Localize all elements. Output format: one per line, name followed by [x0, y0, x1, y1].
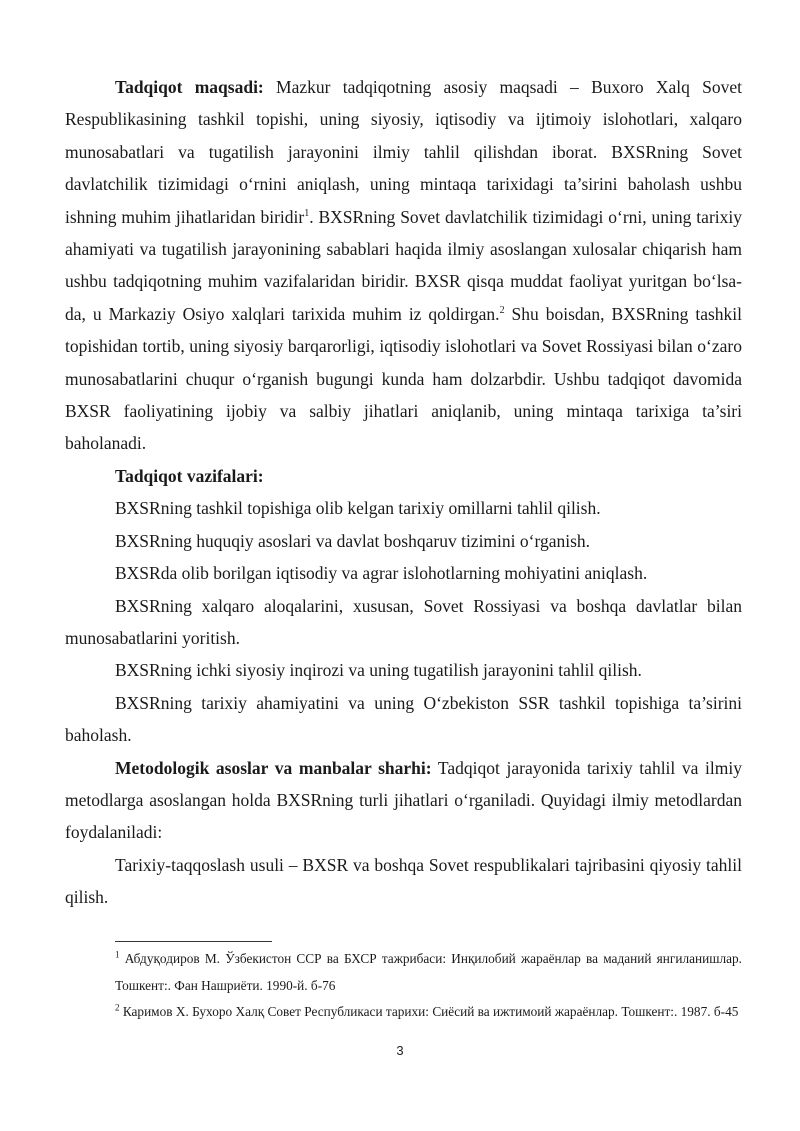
aim-paragraph: [65, 71, 742, 460]
aim-text-2: . BXSRning Sovet davlatchilik tizimidagi o‘rni, uning tarixiy ahamiyati va tugatilish jarayonining sabablari haqida ilmiy asoslangan xulosalar chiqarish ham ushbu tadqiqotning muhim vazifalaridan biridir. BXSR qisqa muddat faoliyat yuritgan bo‘lsa-da, u Markaziy Osiyo xalqlari tarixida muhim iz qoldirgan.: [65, 206, 742, 324]
task-item: BXSRning ichki siyosiy inqirozi va uning tugatilish jarayonini tahlil qilish.: [115, 660, 642, 681]
task-item: BXSRning xalqaro aloqalarini, xususan, Sovet Rossiyasi va boshqa davlatlar bilan munosabatlarini yoritish.: [65, 595, 742, 648]
task-item: BXSRda olib borilgan iqtisodiy va agrar islohotlarning mohiyatini aniqlash.: [115, 563, 648, 584]
page-number: 3: [396, 1043, 404, 1058]
task-item: BXSRning tarixiy ahamiyatini va uning O‘zbekiston SSR tashkil topishiga ta’sirini baholash.: [65, 692, 742, 746]
method-text: Tadqiqot jarayonida tarixiy tahlil va ilmiy metodlarga asoslangan holda BXSRning turli jihatlari o‘rganiladi. Quyidagi ilmiy metodlardan foydalaniladi:: [65, 757, 743, 843]
method-paragraph: [65, 752, 742, 849]
footnote-text-1: Абдуқодиров М. Ўзбекистон ССР ва БХСР тажрибаси: Инқилобий жараёнлар ва маданий янгиланишлар. Тошкент:. Фан Нашриёти. 1990-й. б-76: [115, 951, 742, 993]
aim-heading: Tadqiqot maqsadi:: [115, 77, 264, 97]
footnotes: [115, 946, 742, 1026]
footnote-mark-1: 1: [115, 949, 120, 960]
task-item: BXSRning tashkil topishiga olib kelgan tarixiy omillarni tahlil qilish.: [115, 498, 601, 519]
footnote-divider: [115, 941, 272, 942]
aim-text-3: Shu boisdan, BXSRning tashkil topishidan tortib, uning siyosiy barqarorligi, iqtisodiy islohotlari va Sovet Rossiyasi bilan o‘zaro munosabatlarini chuqur o‘rganish bugungi kunda ham dolzarbdir. Ushbu tadqiqot davomida BXSR faoliyatining ijobiy va salbiy jihatlari aniqlanib, uning mintaqa tarixiga ta’siri baholanadi.: [65, 303, 743, 454]
footnote-ref-1[interactable]: 1: [304, 207, 310, 219]
tasks-heading: Tadqiqot vazifalari:: [115, 465, 264, 486]
footnote-ref-2[interactable]: 2: [499, 305, 505, 317]
footnote-text-2: Каримов Х. Бухоро Халқ Совет Республикаси тарихи: Сиёсий ва ижтимоий жараёнлар. Тошкент:. 1987. б-45: [119, 1004, 739, 1019]
method-item: Tarixiy-taqqoslash usuli – BXSR va boshqa Sovet respublikalari tajribasini qiyosiy tahlil qilish.: [65, 854, 742, 908]
footnote-1: [115, 946, 742, 999]
task-item: BXSRning huquqiy asoslari va davlat boshqaruv tizimini o‘rganish.: [115, 530, 591, 551]
aim-text-1: Mazkur tadqiqotning asosiy maqsadi – Buxoro Xalq Sovet Respublikasining tashkil topishi, uning siyosiy, iqtisodiy va ijtimoiy islohotlari, xalqaro munosabatlari va tugatilish jarayonini ilmiy tahlil qilishdan iborat. BXSRning Sovet davlatchilik tizimidagi o‘rnini aniqlash, uning mintaqa tarixidagi ta’sirini baholash ushbu ishning muhim jihatlaridan biridir: [65, 77, 742, 227]
footnote-2: [115, 999, 742, 1026]
tasks-heading-paragraph: [65, 460, 742, 492]
footnote-mark-2: 2: [115, 1002, 120, 1013]
method-heading: Metodologik asoslar va manbalar sharhi:: [115, 757, 432, 778]
main-text: [65, 71, 742, 914]
